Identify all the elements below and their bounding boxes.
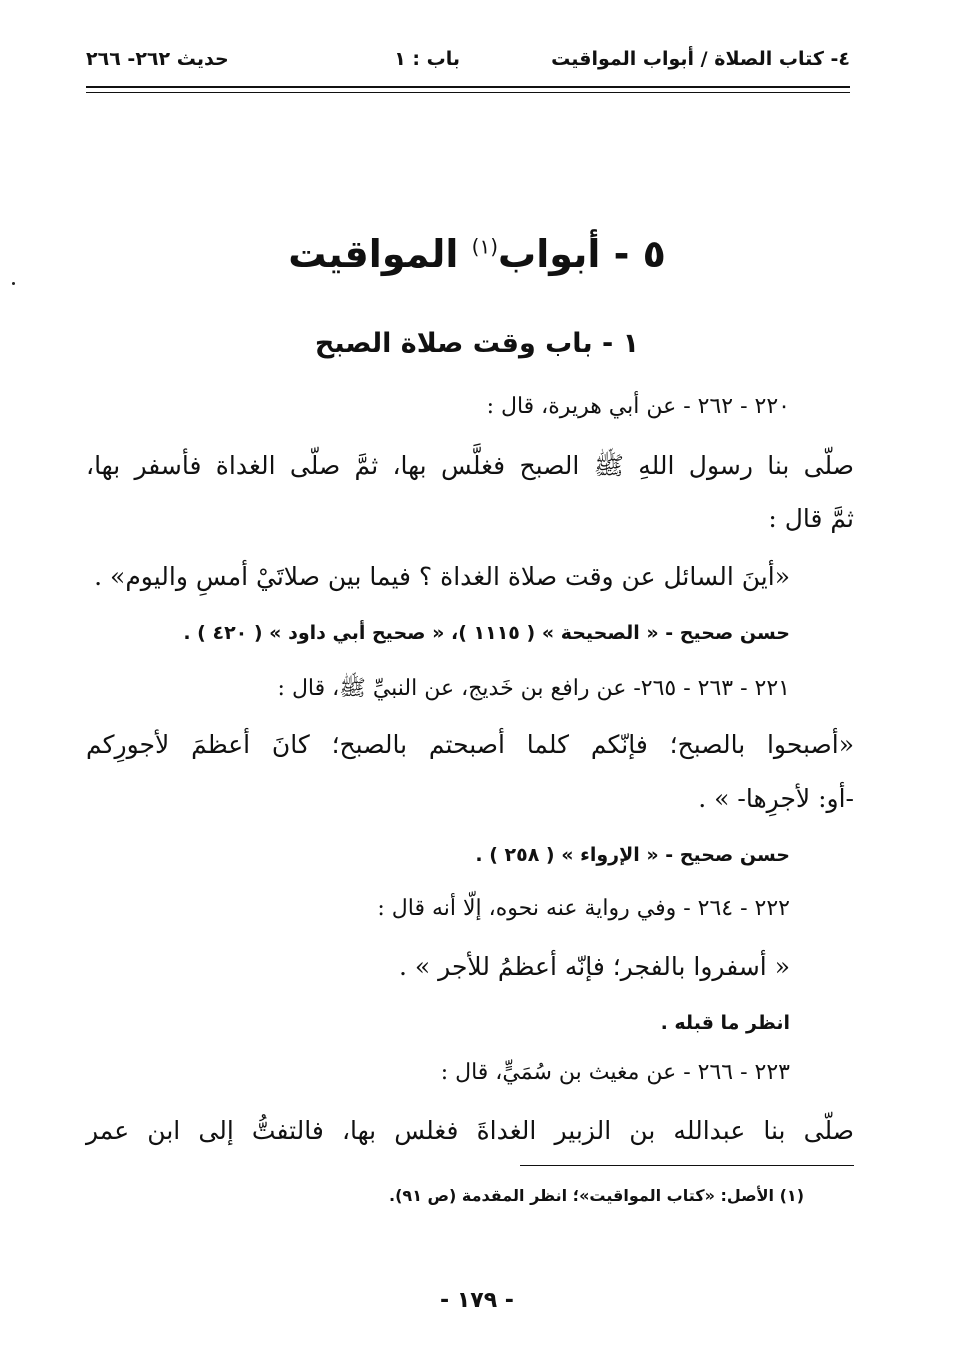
page-number: - ١٧٩ - bbox=[440, 1288, 514, 1313]
hadith-223-text-line-1: صلّى بنا عبدالله بن الزبير الغداةَ فغلس بها، فالتفتُّ إلى ابن عمر bbox=[86, 1116, 854, 1145]
hadith-220-text-line-2: ثمَّ قال : bbox=[768, 504, 854, 533]
running-header bbox=[86, 40, 850, 84]
hadith-221-grade: حسن صحيح - « الإرواء » ( ٢٥٨ ) . bbox=[475, 844, 790, 866]
section-title: ١ - باب وقت صلاة الصبح bbox=[314, 328, 640, 359]
chapter-footnote-marker: (١) bbox=[471, 234, 499, 259]
chapter-title-name: المواقيت bbox=[288, 232, 459, 276]
hadith-220-quote: «أينَ السائل عن وقت صلاة الغداة ؟ فيما بين صلاتَيْ أمسِ واليوم» . bbox=[94, 562, 790, 591]
header-chapter: باب : ١ bbox=[394, 48, 460, 70]
header-rule-thin bbox=[86, 92, 850, 93]
hadith-220-grade: حسن صحيح - « الصحيحة » ( ١١١٥ )، « صحيح أبي داود » ( ٤٢٠ ) . bbox=[183, 622, 790, 644]
hadith-221-text-line-2: -أو: لأجرِها- » . bbox=[698, 784, 854, 813]
header-hadith-range: حديث ٢٦٢- ٢٦٦ bbox=[86, 48, 229, 70]
chapter-title bbox=[0, 232, 954, 276]
chapter-title-prefix: ٥ - أبواب bbox=[498, 232, 666, 276]
hadith-221-text-line-1: «أصبحوا بالصبح؛ فإنّكم كلما أصبحتم بالصبح؛ كانَ أعظمَ لأجورِكم bbox=[86, 730, 854, 759]
header-book-title: ٤- كتاب الصلاة / أبواب المواقيت bbox=[551, 48, 850, 70]
hadith-223-heading: ٢٢٣ - ٢٦٦ - عن مغيث بن سُمَيٍّ، قال : bbox=[440, 1060, 790, 1085]
hadith-222-quote: « أسفروا بالفجر؛ فإنّه أعظمُ للأجر » . bbox=[399, 952, 790, 981]
hadith-222-heading: ٢٢٢ - ٢٦٤ - وفي رواية عنه نحوه، إلّا أنه قال : bbox=[377, 896, 790, 921]
scan-speck bbox=[12, 282, 15, 285]
footnote: (١) الأصل: «كتاب المواقيت»؛ انظر المقدمة (ص ٩١). bbox=[389, 1186, 804, 1205]
header-rule-thick bbox=[86, 86, 850, 88]
hadith-220-text-line-1: صلّى بنا رسول اللهِ ﷺ الصبح فغلَّس بها، ثمَّ صلّى الغداة فأسفر بها، bbox=[86, 451, 854, 480]
hadith-221-heading: ٢٢١ - ٢٦٣ - ٢٦٥- عن رافع بن خَديج، عن النبيِّ ﷺ، قال : bbox=[277, 676, 790, 701]
hadith-222-grade: انظر ما قبله . bbox=[660, 1012, 790, 1034]
hadith-220-heading: ٢٢٠ - ٢٦٢ - عن أبي هريرة، قال : bbox=[486, 394, 790, 419]
footnote-separator bbox=[520, 1165, 854, 1166]
